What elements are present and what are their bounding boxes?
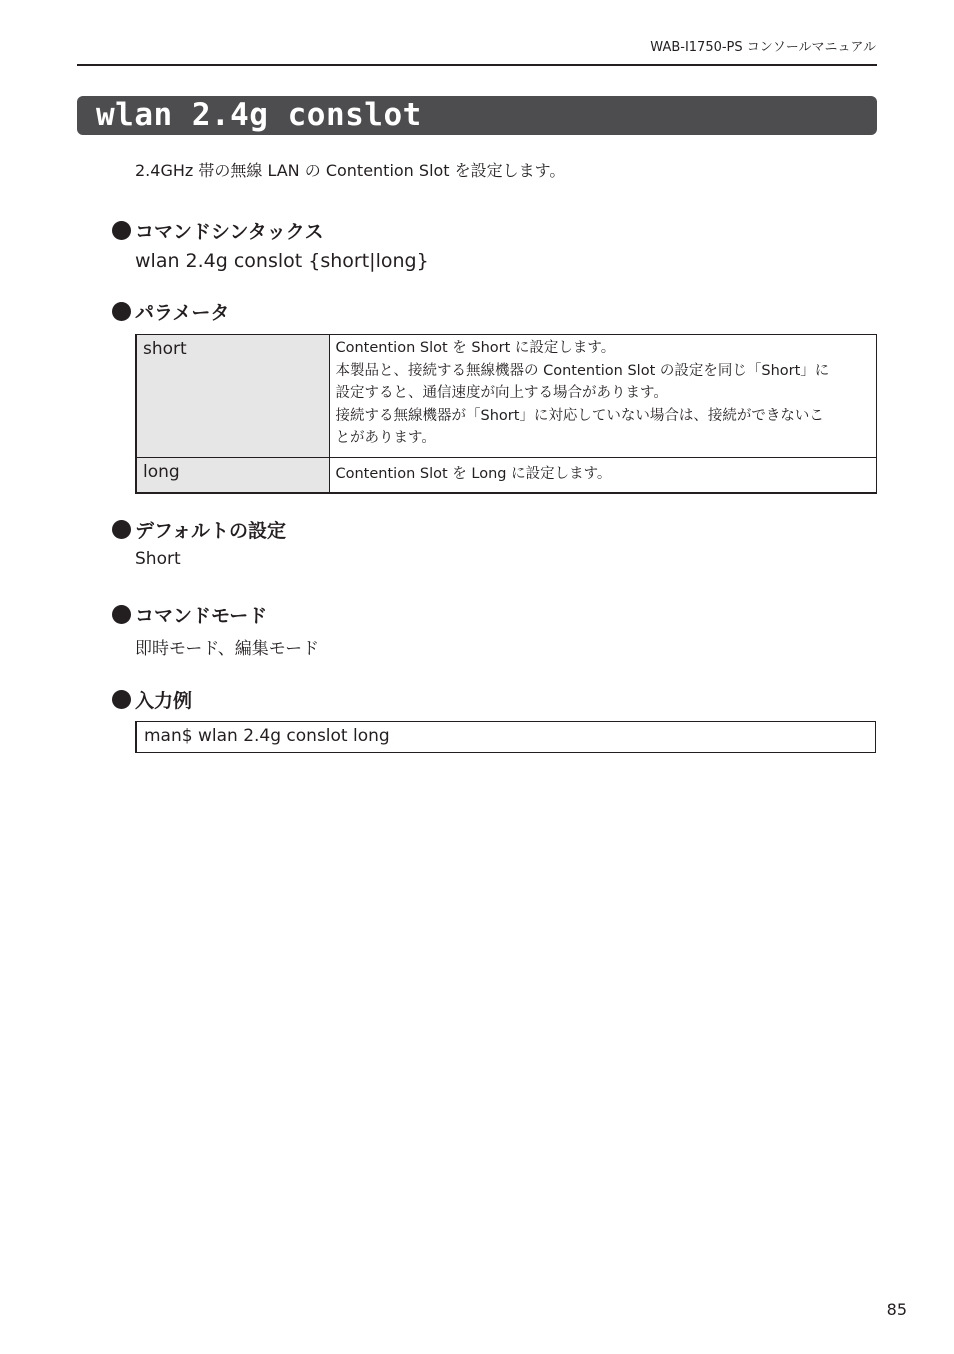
example-code-box bbox=[135, 721, 876, 753]
description-line: 接続する無線機器が「Short」に対応していない場合は、接続ができないこ bbox=[335, 407, 824, 424]
page-number: 85 bbox=[886, 1300, 907, 1319]
bullet-icon bbox=[112, 221, 131, 240]
section-heading-label: パラメータ bbox=[135, 302, 230, 324]
command-description: 2.4GHz 帯の無線 LAN の Contention Slot を設定します。 bbox=[135, 161, 566, 180]
description-line: 本製品と、接続する無線機器の Contention Slot の設定を同じ「Short」に bbox=[335, 362, 830, 379]
table-row bbox=[136, 458, 877, 494]
page-title-bar bbox=[77, 96, 877, 135]
description-line: Contention Slot を Short に設定します。 bbox=[335, 340, 616, 356]
parameter-name: short bbox=[136, 335, 329, 458]
description-line: 設定すると、通信速度が向上する場合があります。 bbox=[335, 385, 668, 401]
section-heading-default bbox=[112, 516, 286, 543]
section-heading-label: コマンドシンタックス bbox=[135, 221, 324, 243]
bullet-icon bbox=[112, 690, 131, 709]
page-title: wlan 2.4g conslot bbox=[96, 97, 422, 133]
description-line: Contention Slot を Long に設定します。 bbox=[335, 466, 612, 482]
bullet-icon bbox=[112, 520, 131, 539]
command-mode-value: 即時モード、編集モード bbox=[135, 639, 320, 659]
section-heading-parameters bbox=[112, 298, 229, 325]
section-heading-label: デフォルトの設定 bbox=[135, 520, 287, 542]
section-heading-label: 入力例 bbox=[135, 690, 193, 712]
example-command: man$ wlan 2.4g conslot long bbox=[144, 726, 390, 746]
bullet-icon bbox=[112, 302, 131, 321]
parameter-table bbox=[135, 334, 877, 494]
parameter-name: long bbox=[136, 458, 329, 494]
header-divider bbox=[77, 64, 877, 66]
section-heading-label: コマンドモード bbox=[135, 605, 268, 627]
parameter-description bbox=[329, 458, 877, 494]
table-row bbox=[136, 335, 877, 458]
parameter-description bbox=[329, 335, 877, 458]
command-syntax: wlan 2.4g conslot {short|long} bbox=[135, 250, 429, 272]
section-heading-syntax bbox=[112, 217, 324, 244]
section-heading-mode bbox=[112, 601, 267, 628]
document-title: WAB-I1750-PS コンソールマニュアル bbox=[650, 40, 876, 55]
bullet-icon bbox=[112, 605, 131, 624]
section-heading-example bbox=[112, 686, 192, 713]
description-line: とがあります。 bbox=[335, 430, 436, 446]
default-value: Short bbox=[135, 549, 181, 569]
